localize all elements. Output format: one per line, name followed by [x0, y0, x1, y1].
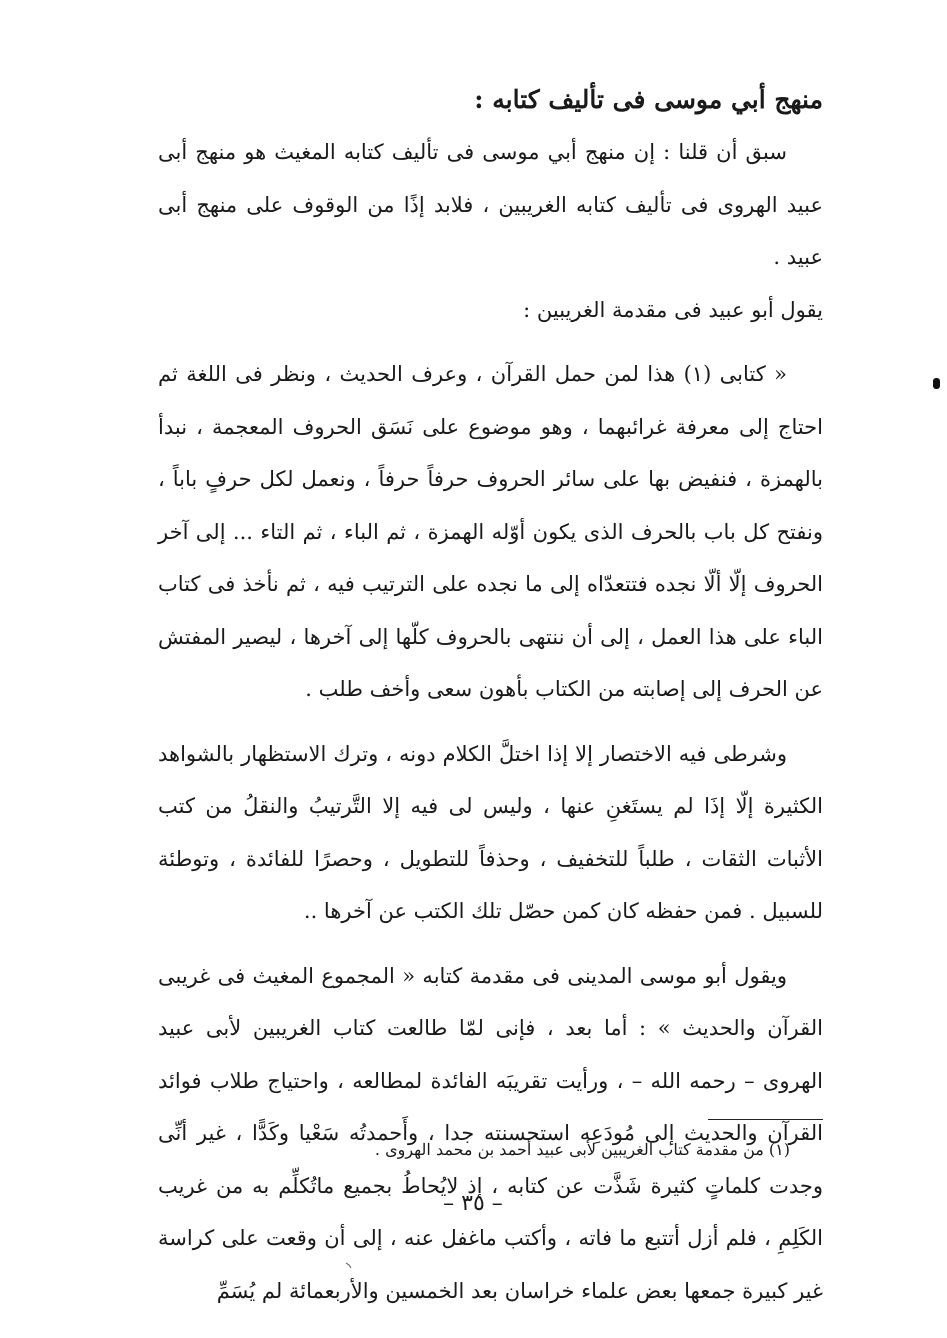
paragraph-quote-2: وشرطى فيه الاختصار إلا إذا اختلَّ الكلام دونه ، وترك الاستظهار بالشواهد الكثيرة إلّا إذَا لم يستَغنِ عنها ، وليس لى فيه إلا التَّرتيبُ والنقلُ من كتب الأثبات الثقات ، طلباً للتخفيف ، وحذفاً للتطويل ، وحصرًا للفائدة ، وتوطئة للسبيل . فمن حفظه كان كمن حصّل تلك الكتب عن آخرها .. [158, 741, 823, 923]
scan-speck [345, 1262, 355, 1270]
paragraph-intro: سبق أن قلنا : إن منهج أبي موسى فى تأليف كتابه المغيث هو منهج أبى عبيد الهروى فى تأليف كتابه الغريبين ، فلابد إذًا من الوقوف على منهج أبى عبيد . [158, 140, 823, 269]
footnote: (١) من مقدمة كتاب الغريبين لأبى عبيد أحمد بن محمد الهروى . [374, 1140, 790, 1159]
page-number: – ٣٥ – [443, 1191, 503, 1216]
margin-mark [933, 378, 940, 389]
paragraph-lead-in: يقول أبو عبيد فى مقدمة الغريبين : [523, 297, 823, 322]
main-text-column [158, 80, 823, 1317]
paragraph-abu-musa: ويقول أبو موسى المدينى فى مقدمة كتابه « المجموع المغيث فى غريبى القرآن والحديث » : أما بعد ، فإنى لمّا طالعت كتاب الغريبين لأبى عبيد الهروى – رحمه الله – ، ورأيت تقريبَه الفائدة لمطالعه ، واحتياج طلاب فوائد القرآن والحديث إلى مُودَعِه استحسنته جدا ، وأَحمدتُه سَعْيا وكَدًّا ، غير أنِّى وجدت كلماتٍ كثيرة شَذَّت عن كتابه ، إذ لايُحاطُ بجميع ماتُكلِّم به من غريب الكَلِمِ ، فلم أزل أتتبع ما فاته ، وأكتب ماغفل عنه ، إلى أن وقعت على كراسة غير كبيرة جمعها بعض علماء خراسان بعد الخمسين والأربعمائة لم يُسَمِّ [158, 963, 823, 1303]
paragraph-quote-1: « كتابى (١) هذا لمن حمل القرآن ، وعرف الحديث ، ونظر فى اللغة ثم احتاج إلى معرفة غرائبهما ، وهو موضوع على نَسَق الحروف المعجمة ، نبدأ بالهمزة ، فنفيض بها على سائر الحروف حرفاً حرفاً ، ونعمل لكل حرفٍ باباً ، ونفتح كل باب بالحرف الذى يكون أوّله الهمزة ، ثم الباء ، ثم التاء ... إلى آخر الحروف إلّا ألّا نجده فتتعدّاه إلى ما نجده على الترتيب فيه ، ثم نأخذ فى كتاب الباء على هذا العمل ، إلى أن ننتهى بالحروف كلّها إلى آخرها ، ليصير المفتش عن الحرف إلى إصابته من الكتاب بأهون سعى وأخف طلب . [158, 362, 823, 701]
section-heading: منهج أبي موسى فى تأليف كتابه : [474, 85, 823, 114]
footnote-divider [708, 1119, 823, 1120]
